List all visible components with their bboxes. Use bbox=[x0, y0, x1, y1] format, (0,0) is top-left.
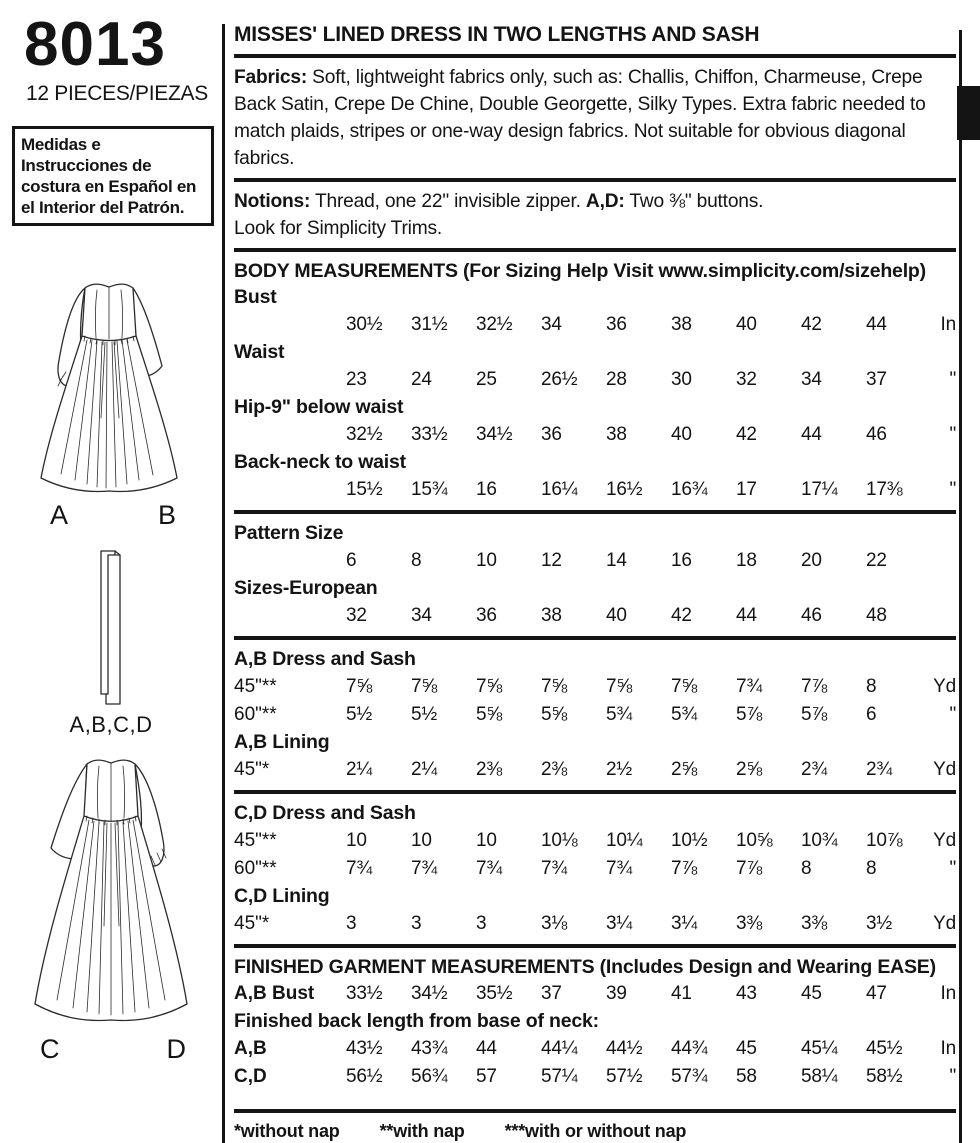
yardage-table bbox=[234, 910, 956, 938]
row-label: 45"* bbox=[234, 913, 270, 934]
value-cell: 42 bbox=[736, 424, 757, 445]
unit-cell: In bbox=[940, 1038, 956, 1059]
value-cell: 48 bbox=[866, 605, 887, 626]
value-cell: 44 bbox=[476, 1038, 497, 1059]
value-cell: 2¾ bbox=[801, 759, 828, 780]
value-cell: 8 bbox=[866, 676, 877, 697]
main-content bbox=[234, 22, 956, 1143]
value-cell: 5⅞ bbox=[801, 704, 828, 725]
section-divider bbox=[234, 636, 956, 640]
value-cell: 45 bbox=[736, 1038, 757, 1059]
value-cell: 2¼ bbox=[346, 759, 373, 780]
value-cell: 3¼ bbox=[671, 913, 698, 934]
value-cell: 5½ bbox=[346, 704, 373, 725]
unit-cell: " bbox=[949, 369, 956, 390]
yardage-heading: C,D Lining bbox=[234, 885, 330, 907]
value-cell: 17 bbox=[736, 479, 757, 500]
value-cell: 10 bbox=[476, 830, 497, 851]
unit-cell: " bbox=[949, 1066, 956, 1087]
value-cell: 10⅝ bbox=[736, 830, 773, 851]
value-cell: 7¾ bbox=[736, 676, 763, 697]
value-cell: 39 bbox=[606, 983, 627, 1004]
value-cell: 3¼ bbox=[606, 913, 633, 934]
yardage-section-ab-dress bbox=[234, 646, 956, 729]
value-cell: 43 bbox=[736, 983, 757, 1004]
spanish-note-box: Medidas e Instrucciones de costura en Español en el Interior del Patrón. bbox=[12, 126, 214, 226]
value-cell: 5⅝ bbox=[476, 704, 503, 725]
value-cell: 28 bbox=[606, 369, 627, 390]
value-cell: 32½ bbox=[476, 314, 513, 335]
column-divider-line bbox=[222, 24, 225, 1143]
value-cell: 58½ bbox=[866, 1066, 903, 1087]
footnote-with-or-without-nap: ***with or without nap bbox=[504, 1121, 687, 1141]
view-c-label: C bbox=[40, 1034, 60, 1064]
value-cell: 40 bbox=[671, 424, 692, 445]
value-cell: 34 bbox=[541, 314, 562, 335]
value-cell: 58 bbox=[736, 1066, 757, 1087]
table-row bbox=[234, 980, 956, 1008]
value-cell: 32 bbox=[736, 369, 757, 390]
value-cell: 44 bbox=[736, 605, 757, 626]
value-cell: 8 bbox=[411, 550, 422, 571]
value-cell: 5¾ bbox=[671, 704, 698, 725]
value-cell: 44 bbox=[801, 424, 822, 445]
value-cell: 8 bbox=[801, 858, 812, 879]
table-row bbox=[234, 421, 956, 449]
yardage-heading: A,B Lining bbox=[234, 731, 330, 753]
value-cell: 42 bbox=[801, 314, 822, 335]
notions-text-2: Two ⅜" buttons. bbox=[624, 191, 764, 212]
view-a-label: A bbox=[50, 500, 69, 530]
page-title: MISSES' LINED DRESS IN TWO LENGTHS AND SASH bbox=[234, 23, 760, 46]
row-label: 60"** bbox=[234, 704, 277, 725]
unit-cell: Yd bbox=[933, 913, 956, 934]
value-cell: 57¾ bbox=[671, 1066, 708, 1087]
edge-mark-block bbox=[957, 86, 980, 140]
value-cell: 43¾ bbox=[411, 1038, 448, 1059]
pieces-count: 12 PIECES/PIEZAS bbox=[26, 82, 208, 105]
value-cell: 36 bbox=[541, 424, 562, 445]
value-cell: 14 bbox=[606, 550, 627, 571]
value-cell: 18 bbox=[736, 550, 757, 571]
nap-footnote bbox=[234, 1119, 956, 1143]
value-cell: 15½ bbox=[346, 479, 383, 500]
value-cell: 2⅜ bbox=[476, 759, 503, 780]
sash-illustration bbox=[0, 546, 222, 738]
value-cell: 34 bbox=[411, 605, 432, 626]
section-divider bbox=[234, 944, 956, 948]
table-row bbox=[234, 1035, 956, 1063]
value-cell: 16 bbox=[476, 479, 497, 500]
notions-text-1: Thread, one 22" invisible zipper. bbox=[310, 191, 586, 212]
value-cell: 23 bbox=[346, 369, 367, 390]
notions-ad-label: A,D: bbox=[585, 191, 625, 212]
yardage-table bbox=[234, 673, 956, 729]
left-column bbox=[0, 0, 222, 1064]
value-cell: 7⅝ bbox=[541, 676, 568, 697]
footnote-without-nap: *without nap bbox=[234, 1121, 340, 1141]
sash-views-label: A,B,C,D bbox=[69, 712, 153, 737]
value-cell: 12 bbox=[541, 550, 562, 571]
row-label: Back-neck to waist bbox=[234, 451, 406, 473]
row-label: Waist bbox=[234, 341, 285, 363]
value-cell: 36 bbox=[606, 314, 627, 335]
finished-back-length-subheading: Finished back length from base of neck: bbox=[234, 1010, 599, 1032]
row-label: Pattern Size bbox=[234, 522, 344, 544]
value-cell: 45½ bbox=[866, 1038, 903, 1059]
value-cell: 5¾ bbox=[606, 704, 633, 725]
value-cell: 26½ bbox=[541, 369, 578, 390]
value-cell: 7⅝ bbox=[411, 676, 438, 697]
value-cell: 56½ bbox=[346, 1066, 383, 1087]
value-cell: 58¼ bbox=[801, 1066, 838, 1087]
value-cell: 16¼ bbox=[541, 479, 578, 500]
value-cell: 10 bbox=[346, 830, 367, 851]
value-cell: 46 bbox=[866, 424, 887, 445]
value-cell: 44 bbox=[866, 314, 887, 335]
value-cell: 7¾ bbox=[346, 858, 373, 879]
row-label: 45"** bbox=[234, 830, 277, 851]
footnote-with-nap: **with nap bbox=[379, 1121, 465, 1141]
value-cell: 40 bbox=[736, 314, 757, 335]
yardage-table bbox=[234, 756, 956, 784]
yardage-heading: A,B Dress and Sash bbox=[234, 648, 416, 670]
body-measurements-table bbox=[234, 284, 956, 504]
value-cell: 7¾ bbox=[606, 858, 633, 879]
value-cell: 7⅝ bbox=[606, 676, 633, 697]
fabrics-label: Fabrics: bbox=[234, 67, 308, 88]
dress-back-view-cd-icon bbox=[11, 746, 211, 1034]
value-cell: 33½ bbox=[346, 983, 383, 1004]
row-label: Sizes-European bbox=[234, 577, 378, 599]
table-row bbox=[234, 855, 956, 883]
table-row bbox=[234, 366, 956, 394]
value-cell: 10½ bbox=[671, 830, 708, 851]
value-cell: 57½ bbox=[606, 1066, 643, 1087]
row-label: A,B Bust bbox=[234, 983, 315, 1004]
yardage-heading: C,D Dress and Sash bbox=[234, 802, 416, 824]
table-row bbox=[234, 547, 956, 575]
fabrics-paragraph bbox=[234, 64, 956, 172]
value-cell: 7¾ bbox=[541, 858, 568, 879]
value-cell: 17¼ bbox=[801, 479, 838, 500]
value-cell: 10¾ bbox=[801, 830, 838, 851]
value-cell: 16½ bbox=[606, 479, 643, 500]
value-cell: 7⅞ bbox=[736, 858, 763, 879]
unit-cell: " bbox=[949, 479, 956, 500]
value-cell: 10 bbox=[476, 550, 497, 571]
value-cell: 6 bbox=[866, 704, 877, 725]
finished-length-table bbox=[234, 1035, 956, 1091]
value-cell: 34½ bbox=[411, 983, 448, 1004]
notions-label: Notions: bbox=[234, 191, 311, 212]
table-row bbox=[234, 602, 956, 630]
value-cell: 3⅜ bbox=[801, 913, 828, 934]
value-cell: 3⅜ bbox=[736, 913, 763, 934]
unit-cell: Yd bbox=[933, 759, 956, 780]
unit-cell: " bbox=[949, 424, 956, 445]
finished-bust-table bbox=[234, 980, 956, 1008]
yardage-section-cd-lining bbox=[234, 883, 956, 938]
value-cell: 31½ bbox=[411, 314, 448, 335]
value-cell: 34½ bbox=[476, 424, 513, 445]
value-cell: 42 bbox=[671, 605, 692, 626]
value-cell: 35½ bbox=[476, 983, 513, 1004]
value-cell: 20 bbox=[801, 550, 822, 571]
row-label: A,B bbox=[234, 1038, 267, 1059]
table-row bbox=[234, 1063, 956, 1091]
value-cell: 30 bbox=[671, 369, 692, 390]
unit-cell: Yd bbox=[933, 676, 956, 697]
value-cell: 10⅛ bbox=[541, 830, 578, 851]
unit-cell: " bbox=[949, 858, 956, 879]
value-cell: 24 bbox=[411, 369, 432, 390]
value-cell: 2⅜ bbox=[541, 759, 568, 780]
section-divider bbox=[234, 178, 956, 182]
value-cell: 38 bbox=[606, 424, 627, 445]
table-row bbox=[234, 673, 956, 701]
view-b-label: B bbox=[157, 500, 176, 530]
row-label: C,D bbox=[234, 1066, 267, 1087]
table-row bbox=[234, 827, 956, 855]
dress-back-view-ab-icon bbox=[21, 268, 201, 500]
value-cell: 10 bbox=[411, 830, 432, 851]
table-row bbox=[234, 756, 956, 784]
value-cell: 8 bbox=[866, 858, 877, 879]
value-cell: 16 bbox=[671, 550, 692, 571]
value-cell: 37 bbox=[541, 983, 562, 1004]
value-cell: 56¾ bbox=[411, 1066, 448, 1087]
value-cell: 6 bbox=[346, 550, 357, 571]
page-right-border bbox=[959, 30, 962, 1143]
value-cell: 43½ bbox=[346, 1038, 383, 1059]
value-cell: 46 bbox=[801, 605, 822, 626]
row-label: 60"** bbox=[234, 858, 277, 879]
value-cell: 37 bbox=[866, 369, 887, 390]
section-divider bbox=[234, 510, 956, 514]
value-cell: 25 bbox=[476, 369, 497, 390]
section-divider bbox=[234, 248, 956, 252]
value-cell: 57¼ bbox=[541, 1066, 578, 1087]
value-cell: 41 bbox=[671, 983, 692, 1004]
value-cell: 15¾ bbox=[411, 479, 448, 500]
value-cell: 38 bbox=[541, 605, 562, 626]
value-cell: 47 bbox=[866, 983, 887, 1004]
value-cell: 16¾ bbox=[671, 479, 708, 500]
view-d-label: D bbox=[166, 1034, 186, 1064]
unit-cell: In bbox=[940, 983, 956, 1004]
value-cell: 38 bbox=[671, 314, 692, 335]
value-cell: 36 bbox=[476, 605, 497, 626]
value-cell: 44½ bbox=[606, 1038, 643, 1059]
value-cell: 33½ bbox=[411, 424, 448, 445]
row-label: Hip-9" below waist bbox=[234, 396, 404, 418]
value-cell: 7⅞ bbox=[671, 858, 698, 879]
value-cell: 7⅝ bbox=[476, 676, 503, 697]
value-cell: 22 bbox=[866, 550, 887, 571]
value-cell: 57 bbox=[476, 1066, 497, 1087]
row-label: Bust bbox=[234, 286, 277, 308]
value-cell: 7¾ bbox=[411, 858, 438, 879]
value-cell: 7⅞ bbox=[801, 676, 828, 697]
finished-measurements-heading: FINISHED GARMENT MEASUREMENTS (Includes Design and Wearing EASE) bbox=[234, 956, 936, 978]
value-cell: 2¼ bbox=[411, 759, 438, 780]
value-cell: 7⅝ bbox=[671, 676, 698, 697]
yardage-section-ab-lining bbox=[234, 729, 956, 784]
unit-cell: In bbox=[940, 314, 956, 335]
value-cell: 5⅝ bbox=[541, 704, 568, 725]
dress-cd-illustration bbox=[0, 746, 222, 1064]
table-row bbox=[234, 701, 956, 729]
value-cell: 3 bbox=[346, 913, 357, 934]
value-cell: 44¼ bbox=[541, 1038, 578, 1059]
value-cell: 32½ bbox=[346, 424, 383, 445]
notions-paragraph bbox=[234, 188, 956, 215]
yardage-table bbox=[234, 827, 956, 883]
value-cell: 2½ bbox=[606, 759, 633, 780]
section-divider bbox=[234, 54, 956, 58]
value-cell: 2⅝ bbox=[736, 759, 763, 780]
value-cell: 3½ bbox=[866, 913, 893, 934]
value-cell: 2¾ bbox=[866, 759, 893, 780]
pattern-sizes-table bbox=[234, 520, 956, 630]
value-cell: 3⅛ bbox=[541, 913, 568, 934]
value-cell: 34 bbox=[801, 369, 822, 390]
table-row bbox=[234, 476, 956, 504]
row-label: 45"** bbox=[234, 676, 277, 697]
value-cell: 7¾ bbox=[476, 858, 503, 879]
value-cell: 30½ bbox=[346, 314, 383, 335]
unit-cell: Yd bbox=[933, 830, 956, 851]
body-measurements-heading: BODY MEASUREMENTS (For Sizing Help Visit www.simplicity.com/sizehelp) bbox=[234, 260, 926, 282]
table-row bbox=[234, 910, 956, 938]
fabrics-text: Soft, lightweight fabrics only, such as: Challis, Chiffon, Charmeuse, Crepe Back Satin, Crepe De Chine, Double Georgette, Silky Types. Extra fabric needed to match plaids, stripes or one-way design fabrics. Not suitable for obvious diagonal fabrics. bbox=[234, 67, 926, 169]
dress-ab-illustration bbox=[0, 268, 222, 530]
yardage-section-cd-dress bbox=[234, 800, 956, 883]
value-cell: 5⅞ bbox=[736, 704, 763, 725]
value-cell: 10¼ bbox=[606, 830, 643, 851]
row-label: 45"* bbox=[234, 759, 270, 780]
section-divider bbox=[234, 1109, 956, 1113]
value-cell: 2⅝ bbox=[671, 759, 698, 780]
value-cell: 17⅜ bbox=[866, 479, 903, 500]
section-divider bbox=[234, 790, 956, 794]
value-cell: 45¼ bbox=[801, 1038, 838, 1059]
pattern-number: 8013 bbox=[24, 10, 166, 79]
sash-icon bbox=[89, 546, 133, 712]
value-cell: 44¾ bbox=[671, 1038, 708, 1059]
trims-note: Look for Simplicity Trims. bbox=[234, 218, 443, 239]
value-cell: 3 bbox=[476, 913, 487, 934]
value-cell: 10⅞ bbox=[866, 830, 903, 851]
value-cell: 40 bbox=[606, 605, 627, 626]
value-cell: 7⅝ bbox=[346, 676, 373, 697]
value-cell: 45 bbox=[801, 983, 822, 1004]
value-cell: 3 bbox=[411, 913, 422, 934]
unit-cell: " bbox=[949, 704, 956, 725]
value-cell: 5½ bbox=[411, 704, 438, 725]
table-row bbox=[234, 311, 956, 339]
value-cell: 32 bbox=[346, 605, 367, 626]
